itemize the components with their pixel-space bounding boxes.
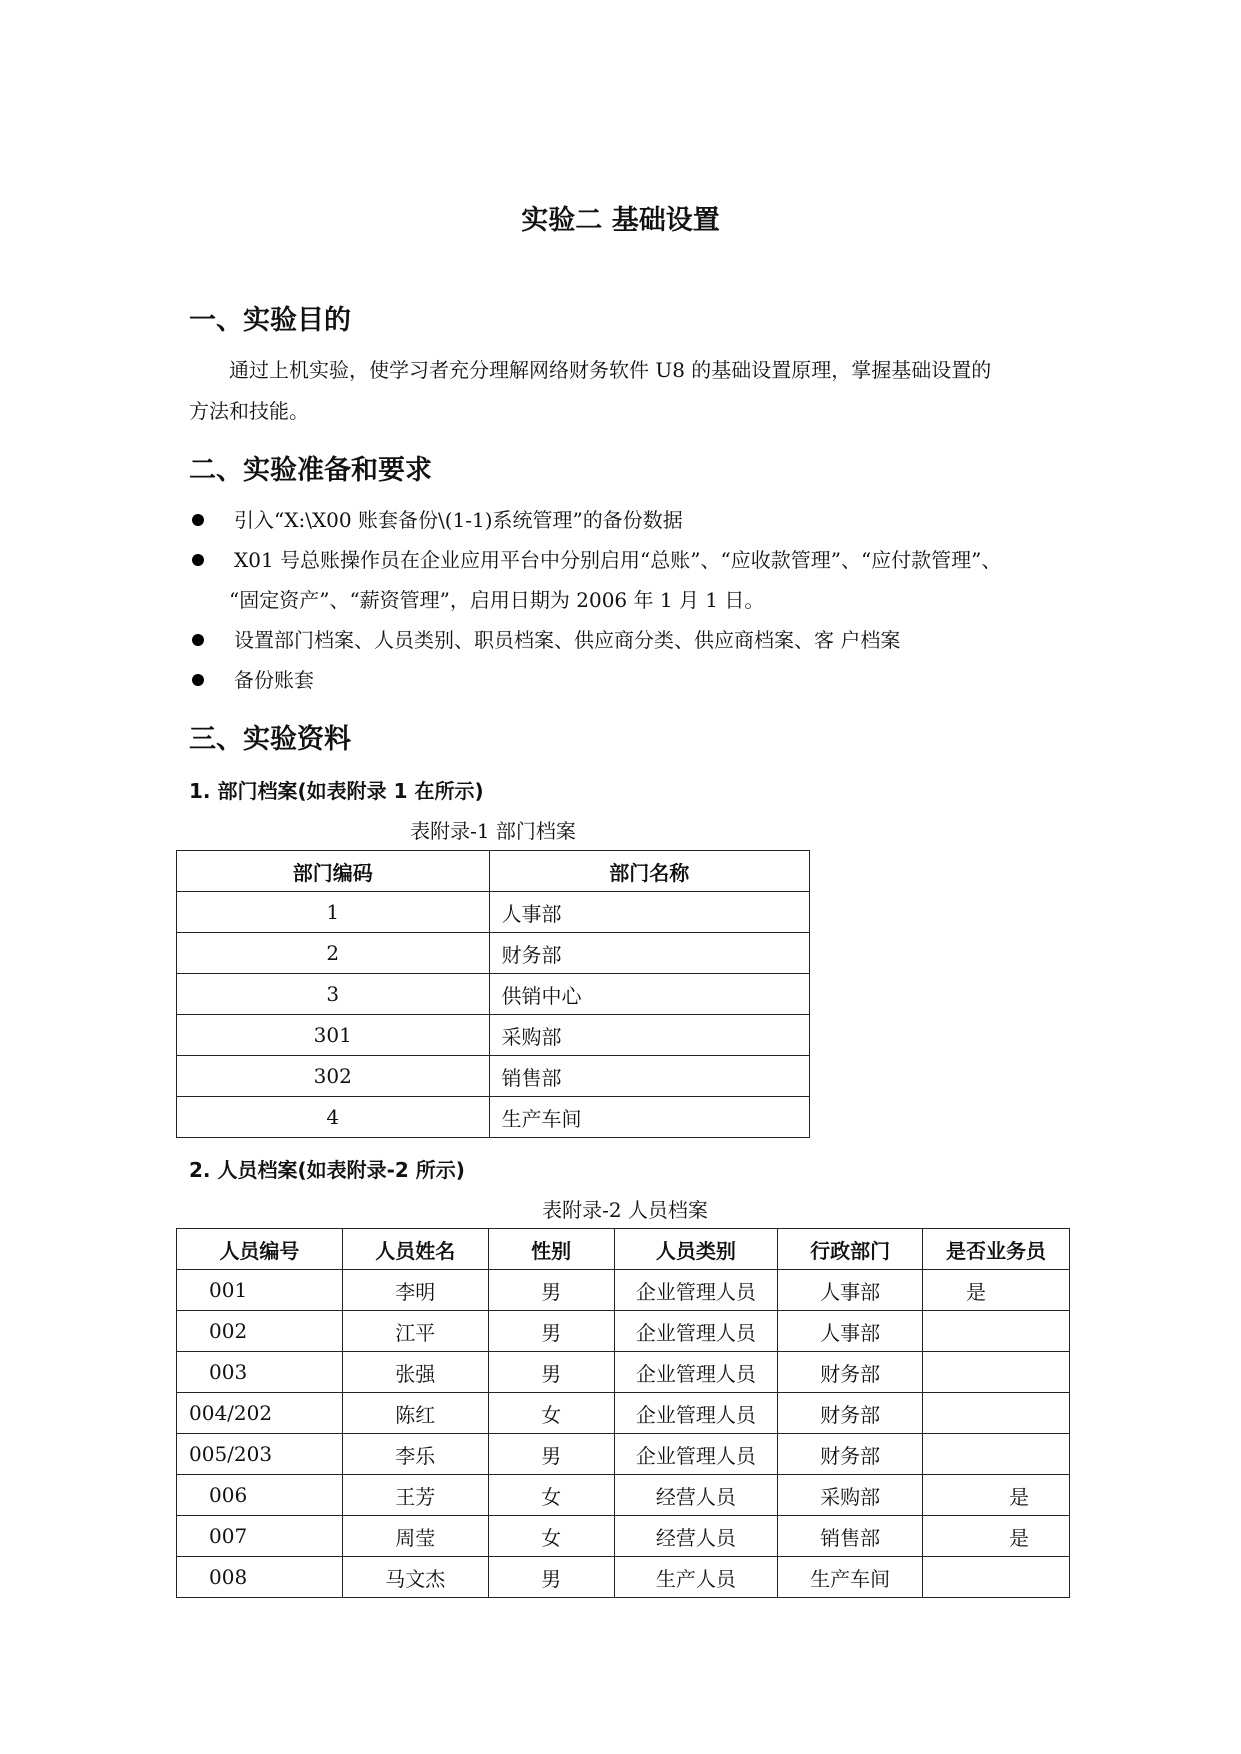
table-cell: 005/203 xyxy=(177,1434,343,1475)
subsection-department-file: 1. 部门档案(如表附录 1 在所示) xyxy=(189,779,484,803)
column-header: 性别 xyxy=(488,1229,614,1270)
table-cell: 004/202 xyxy=(177,1393,343,1434)
table-cell: 002 xyxy=(177,1311,343,1352)
purpose-line-2: 方法和技能。 xyxy=(189,399,309,423)
table-row xyxy=(177,1475,1070,1516)
table-header-row xyxy=(177,851,810,892)
table-cell: 江平 xyxy=(342,1311,488,1352)
bullet-icon xyxy=(192,634,204,646)
table2-caption: 表附录-2 人员档案 xyxy=(542,1198,708,1222)
column-header: 行政部门 xyxy=(778,1229,923,1270)
table-row xyxy=(177,1097,810,1138)
table-cell xyxy=(923,1393,1070,1434)
table-row xyxy=(177,1015,810,1056)
bullet-icon xyxy=(192,514,204,526)
table-cell: 女 xyxy=(488,1475,614,1516)
table-cell: 3 xyxy=(177,974,490,1015)
table-cell: 生产车间 xyxy=(778,1557,923,1598)
personnel-table xyxy=(176,1228,1070,1598)
table1-caption: 表附录-1 部门档案 xyxy=(410,819,576,843)
table-cell xyxy=(923,1352,1070,1393)
table-cell: 李乐 xyxy=(342,1434,488,1475)
table-row xyxy=(177,1434,1070,1475)
table-cell: 001 xyxy=(177,1270,343,1311)
table-cell xyxy=(923,1434,1070,1475)
table-cell: 张强 xyxy=(342,1352,488,1393)
table-cell: 男 xyxy=(488,1311,614,1352)
table-cell: 经营人员 xyxy=(614,1516,778,1557)
table-cell: 供销中心 xyxy=(489,974,810,1015)
section-heading-preparation: 二、实验准备和要求 xyxy=(189,455,432,486)
table-row xyxy=(177,1557,1070,1598)
table-row xyxy=(177,1311,1070,1352)
table-cell: 周莹 xyxy=(342,1516,488,1557)
table-cell: 是 xyxy=(923,1475,1070,1516)
column-header: 部门编码 xyxy=(177,851,490,892)
department-table xyxy=(176,850,810,1138)
table-cell: 人事部 xyxy=(778,1311,923,1352)
table-cell xyxy=(923,1557,1070,1598)
column-header: 人员编号 xyxy=(177,1229,343,1270)
table-cell: 006 xyxy=(177,1475,343,1516)
table-cell: 4 xyxy=(177,1097,490,1138)
table-cell: 销售部 xyxy=(778,1516,923,1557)
section-heading-purpose: 一、实验目的 xyxy=(189,305,351,336)
column-header: 是否业务员 xyxy=(923,1229,1070,1270)
table-cell: 李明 xyxy=(342,1270,488,1311)
preparation-list xyxy=(189,500,1069,700)
table-cell: 男 xyxy=(488,1557,614,1598)
table-cell: 财务部 xyxy=(778,1393,923,1434)
table-cell: 1 xyxy=(177,892,490,933)
table-cell: 采购部 xyxy=(778,1475,923,1516)
table-cell: 男 xyxy=(488,1270,614,1311)
table-cell: 王芳 xyxy=(342,1475,488,1516)
purpose-paragraph xyxy=(189,350,1069,432)
table-cell: 企业管理人员 xyxy=(614,1352,778,1393)
table-row xyxy=(177,892,810,933)
table-cell: 2 xyxy=(177,933,490,974)
table-row xyxy=(177,1056,810,1097)
table-cell: 008 xyxy=(177,1557,343,1598)
table-cell: 陈红 xyxy=(342,1393,488,1434)
table-cell: 企业管理人员 xyxy=(614,1270,778,1311)
table-cell: 生产车间 xyxy=(489,1097,810,1138)
table-cell: 是 xyxy=(923,1270,1070,1311)
table-cell: 企业管理人员 xyxy=(614,1434,778,1475)
list-item-continuation: “固定资产”、“薪资管理”，启用日期为 2006 年 1 月 1 日。 xyxy=(229,588,765,612)
table-row xyxy=(177,933,810,974)
bullet-icon xyxy=(192,674,204,686)
table-cell: 男 xyxy=(488,1434,614,1475)
table-cell: 003 xyxy=(177,1352,343,1393)
list-item: 设置部门档案、人员类别、职员档案、供应商分类、供应商档案、客 户档案 xyxy=(189,620,1069,660)
table-row xyxy=(177,1270,1070,1311)
table-cell: 女 xyxy=(488,1516,614,1557)
table-cell: 财务部 xyxy=(778,1352,923,1393)
table-cell: 女 xyxy=(488,1393,614,1434)
section-heading-materials: 三、实验资料 xyxy=(189,724,351,755)
table-cell: 男 xyxy=(488,1352,614,1393)
column-header: 人员类别 xyxy=(614,1229,778,1270)
column-header: 人员姓名 xyxy=(342,1229,488,1270)
table-cell: 人事部 xyxy=(778,1270,923,1311)
table-cell xyxy=(923,1311,1070,1352)
table-cell: 007 xyxy=(177,1516,343,1557)
bullet-icon xyxy=(192,554,204,566)
table-row xyxy=(177,1516,1070,1557)
table-cell: 302 xyxy=(177,1056,490,1097)
subsection-personnel-file: 2. 人员档案(如表附录-2 所示) xyxy=(189,1158,465,1182)
table-row xyxy=(177,1352,1070,1393)
table-cell: 采购部 xyxy=(489,1015,810,1056)
table-cell: 财务部 xyxy=(489,933,810,974)
table-cell: 马文杰 xyxy=(342,1557,488,1598)
table-cell: 经营人员 xyxy=(614,1475,778,1516)
table-cell: 财务部 xyxy=(778,1434,923,1475)
table-cell: 企业管理人员 xyxy=(614,1311,778,1352)
table-row xyxy=(177,1393,1070,1434)
list-item: X01 号总账操作员在企业应用平台中分别启用“总账”、“应收款管理”、“应付款管理”、 xyxy=(189,540,1069,580)
list-item: 备份账套 xyxy=(189,660,1069,700)
list-item: 引入“X:\X00 账套备份\(1-1)系统管理”的备份数据 xyxy=(189,500,1069,540)
table-header-row xyxy=(177,1229,1070,1270)
table-cell: 销售部 xyxy=(489,1056,810,1097)
table-cell: 301 xyxy=(177,1015,490,1056)
table-row xyxy=(177,974,810,1015)
table-cell: 人事部 xyxy=(489,892,810,933)
table-cell: 是 xyxy=(923,1516,1070,1557)
purpose-line-1: 通过上机实验，使学习者充分理解网络财务软件 U8 的基础设置原理，掌握基础设置的 xyxy=(229,358,992,382)
table-cell: 生产人员 xyxy=(614,1557,778,1598)
page-title: 实验二 基础设置 xyxy=(521,205,720,236)
table-cell: 企业管理人员 xyxy=(614,1393,778,1434)
column-header: 部门名称 xyxy=(489,851,810,892)
